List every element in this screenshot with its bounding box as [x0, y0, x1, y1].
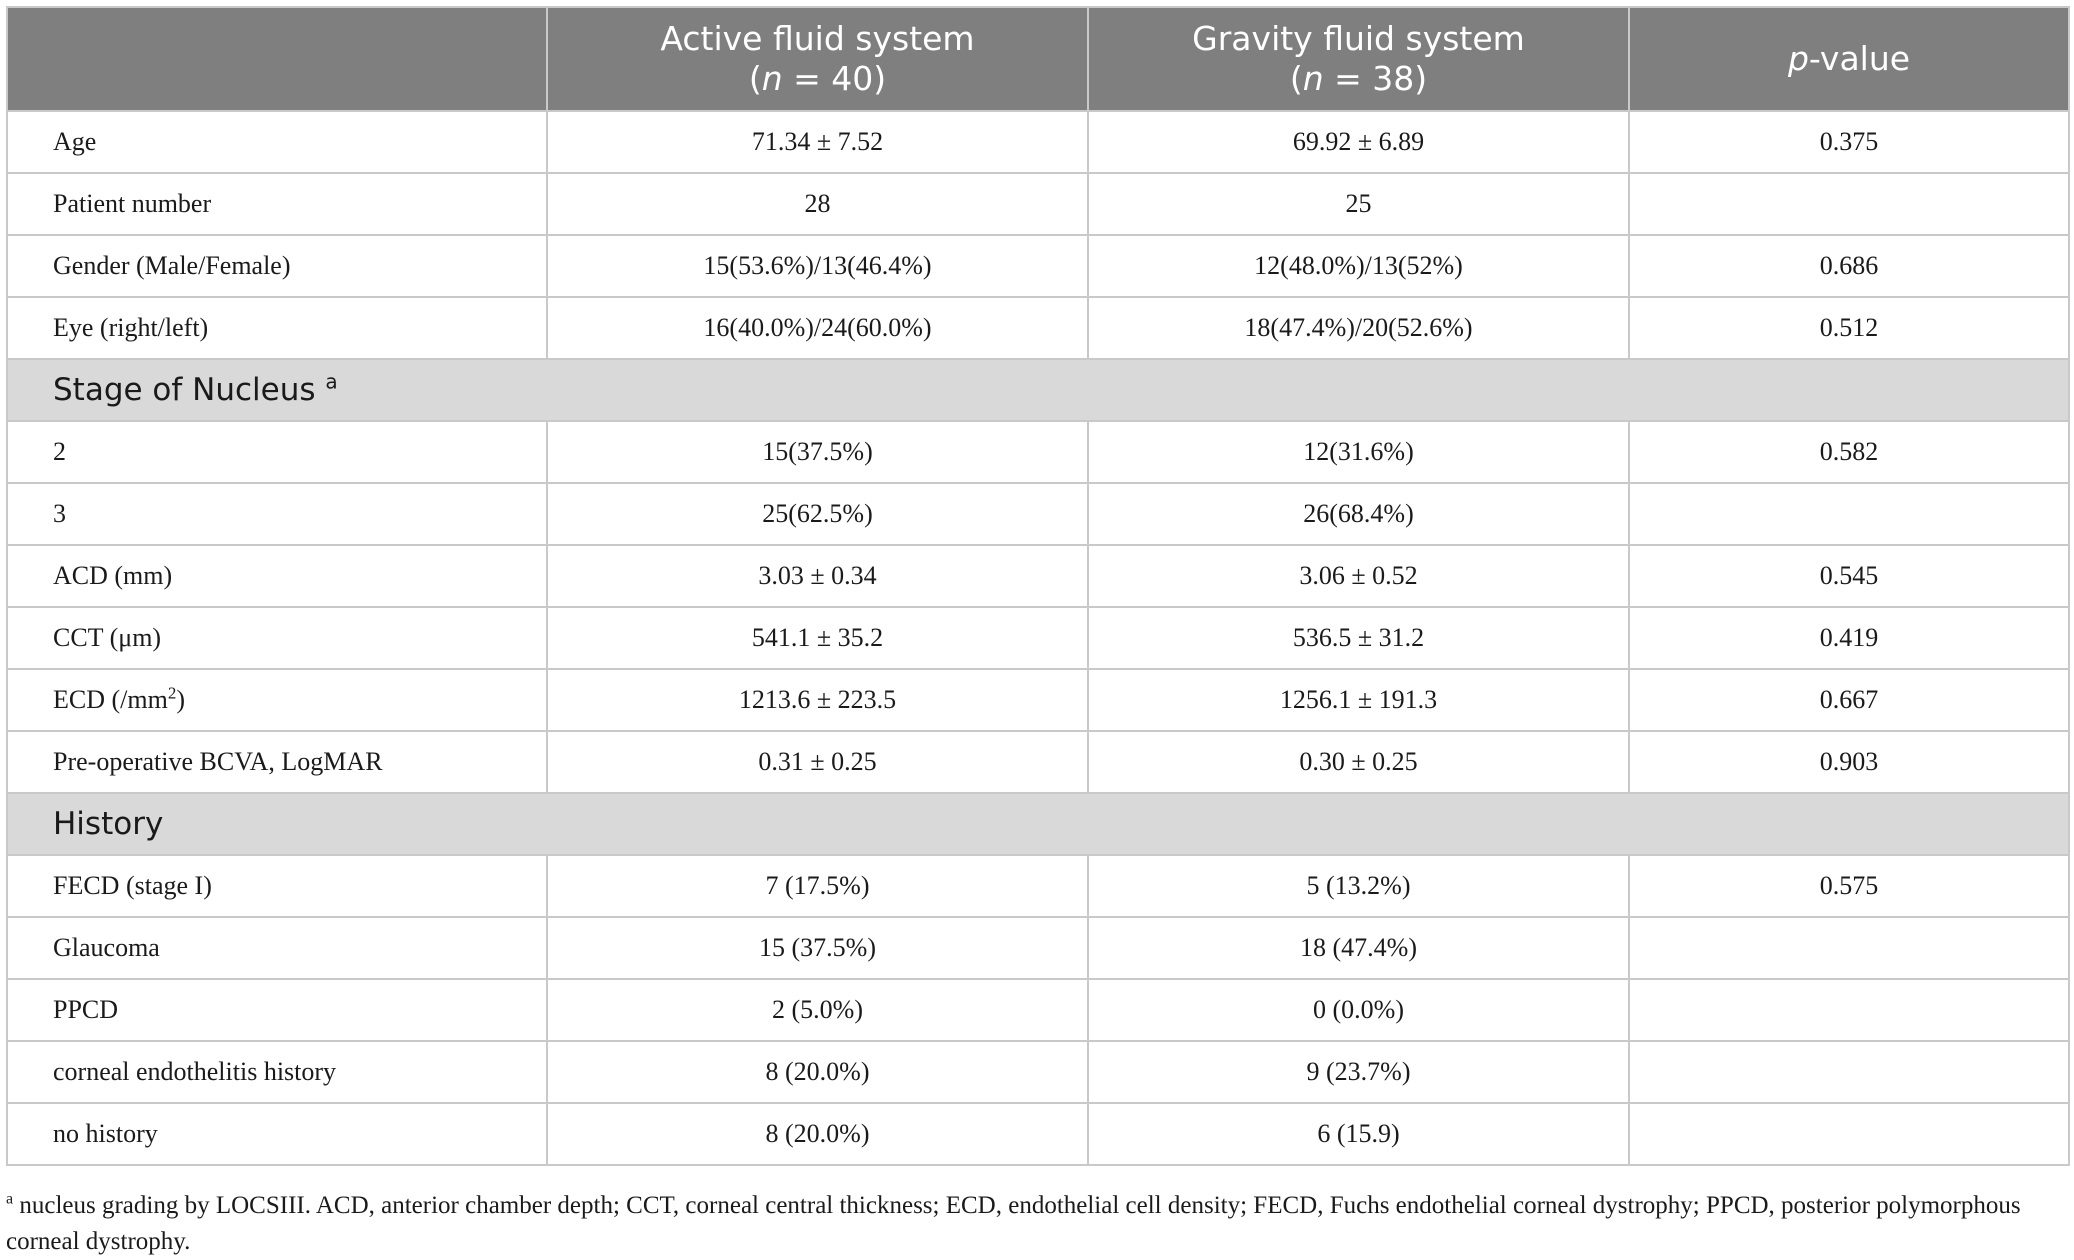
table-row	[7, 297, 2069, 359]
gravity-value: 9 (23.7%)	[1088, 1041, 1629, 1103]
table-row	[7, 235, 2069, 297]
gravity-value: 12(31.6%)	[1088, 421, 1629, 483]
p-value	[1629, 979, 2069, 1041]
active-value: 15(37.5%)	[547, 421, 1088, 483]
footnote-mark: a	[325, 369, 338, 394]
gravity-value: 12(48.0%)/13(52%)	[1088, 235, 1629, 297]
active-value: 28	[547, 173, 1088, 235]
row-label: 3	[7, 483, 547, 545]
active-value: 8 (20.0%)	[547, 1041, 1088, 1103]
header-empty-cell	[7, 7, 547, 111]
row-label: Gender (Male/Female)	[7, 235, 547, 297]
p-value: 0.545	[1629, 545, 2069, 607]
row-label: corneal endothelitis history	[7, 1041, 547, 1103]
gravity-value: 3.06 ± 0.52	[1088, 545, 1629, 607]
section-title: History	[7, 793, 2069, 855]
row-label: CCT (μm)	[7, 607, 547, 669]
active-value: 8 (20.0%)	[547, 1103, 1088, 1165]
active-value: 541.1 ± 35.2	[547, 607, 1088, 669]
active-value: 7 (17.5%)	[547, 855, 1088, 917]
header-active-n: n	[761, 59, 783, 98]
row-label: Glaucoma	[7, 917, 547, 979]
gravity-value: 26(68.4%)	[1088, 483, 1629, 545]
gravity-value: 0.30 ± 0.25	[1088, 731, 1629, 793]
row-label: Age	[7, 111, 547, 173]
active-value: 2 (5.0%)	[547, 979, 1088, 1041]
ecd-label-post: )	[176, 685, 186, 714]
header-active-count: = 40)	[782, 59, 887, 98]
gravity-value: 536.5 ± 31.2	[1088, 607, 1629, 669]
table-row	[7, 421, 2069, 483]
header-gravity-open-paren: (	[1289, 59, 1303, 98]
table-row	[7, 111, 2069, 173]
gravity-value: 25	[1088, 173, 1629, 235]
gravity-value: 69.92 ± 6.89	[1088, 111, 1629, 173]
p-value	[1629, 1103, 2069, 1165]
active-value: 71.34 ± 7.52	[547, 111, 1088, 173]
header-gravity-count: = 38)	[1323, 59, 1428, 98]
p-value: 0.582	[1629, 421, 2069, 483]
row-label: ACD (mm)	[7, 545, 547, 607]
row-label: Eye (right/left)	[7, 297, 547, 359]
p-value	[1629, 483, 2069, 545]
gravity-value: 1256.1 ± 191.3	[1088, 669, 1629, 731]
p-value	[1629, 917, 2069, 979]
header-gravity-n: n	[1302, 59, 1324, 98]
row-label	[7, 669, 547, 731]
table-footnote	[6, 1188, 2068, 1260]
section-row-history	[7, 793, 2069, 855]
gravity-value: 18(47.4%)/20(52.6%)	[1088, 297, 1629, 359]
active-value: 25(62.5%)	[547, 483, 1088, 545]
header-active-fluid	[547, 7, 1088, 111]
ecd-label-sup: 2	[167, 683, 177, 703]
p-value	[1629, 1041, 2069, 1103]
ecd-label-pre: ECD (/mm	[53, 685, 168, 714]
footnote-text: nucleus grading by LOCSIII. ACD, anterior chamber depth; CCT, corneal central thickness; ECD, endothelial cell density; FECD, Fuchs endothelial corneal dystrophy; PPCD, posterior polymorphous corneal dystrophy.	[6, 1192, 2021, 1255]
row-label: Patient number	[7, 173, 547, 235]
table-row	[7, 979, 2069, 1041]
p-value	[1629, 173, 2069, 235]
table-row	[7, 669, 2069, 731]
active-value: 0.31 ± 0.25	[547, 731, 1088, 793]
table-row	[7, 607, 2069, 669]
p-value: 0.575	[1629, 855, 2069, 917]
table-row	[7, 483, 2069, 545]
gravity-value: 5 (13.2%)	[1088, 855, 1629, 917]
table-row	[7, 917, 2069, 979]
gravity-value: 0 (0.0%)	[1088, 979, 1629, 1041]
active-value: 1213.6 ± 223.5	[547, 669, 1088, 731]
p-value: 0.512	[1629, 297, 2069, 359]
table-row	[7, 731, 2069, 793]
table-header-row	[7, 7, 2069, 111]
header-p-italic: p	[1787, 39, 1809, 78]
header-gravity-name: Gravity fluid system	[1192, 19, 1525, 58]
table-row	[7, 545, 2069, 607]
row-label: Pre-operative BCVA, LogMAR	[7, 731, 547, 793]
section-title	[7, 359, 2069, 421]
table-row	[7, 1103, 2069, 1165]
baseline-characteristics-table	[6, 6, 2070, 1166]
gravity-value: 18 (47.4%)	[1088, 917, 1629, 979]
row-label: PPCD	[7, 979, 547, 1041]
active-value: 15(53.6%)/13(46.4%)	[547, 235, 1088, 297]
section-row-stage-of-nucleus	[7, 359, 2069, 421]
gravity-value: 6 (15.9)	[1088, 1103, 1629, 1165]
p-value: 0.903	[1629, 731, 2069, 793]
header-active-open-paren: (	[748, 59, 762, 98]
active-value: 3.03 ± 0.34	[547, 545, 1088, 607]
header-p-value	[1629, 7, 2069, 111]
header-gravity-fluid	[1088, 7, 1629, 111]
section-title-text: Stage of Nucleus	[53, 372, 326, 408]
row-label: 2	[7, 421, 547, 483]
row-label: FECD (stage I)	[7, 855, 547, 917]
p-value: 0.419	[1629, 607, 2069, 669]
footnote-mark: a	[6, 1190, 14, 1208]
active-value: 15 (37.5%)	[547, 917, 1088, 979]
p-value: 0.375	[1629, 111, 2069, 173]
active-value: 16(40.0%)/24(60.0%)	[547, 297, 1088, 359]
row-label: no history	[7, 1103, 547, 1165]
header-p-rest: -value	[1808, 39, 1911, 78]
table-row	[7, 1041, 2069, 1103]
p-value: 0.667	[1629, 669, 2069, 731]
p-value: 0.686	[1629, 235, 2069, 297]
table-row	[7, 855, 2069, 917]
header-active-name: Active fluid system	[660, 19, 975, 58]
table-row	[7, 173, 2069, 235]
